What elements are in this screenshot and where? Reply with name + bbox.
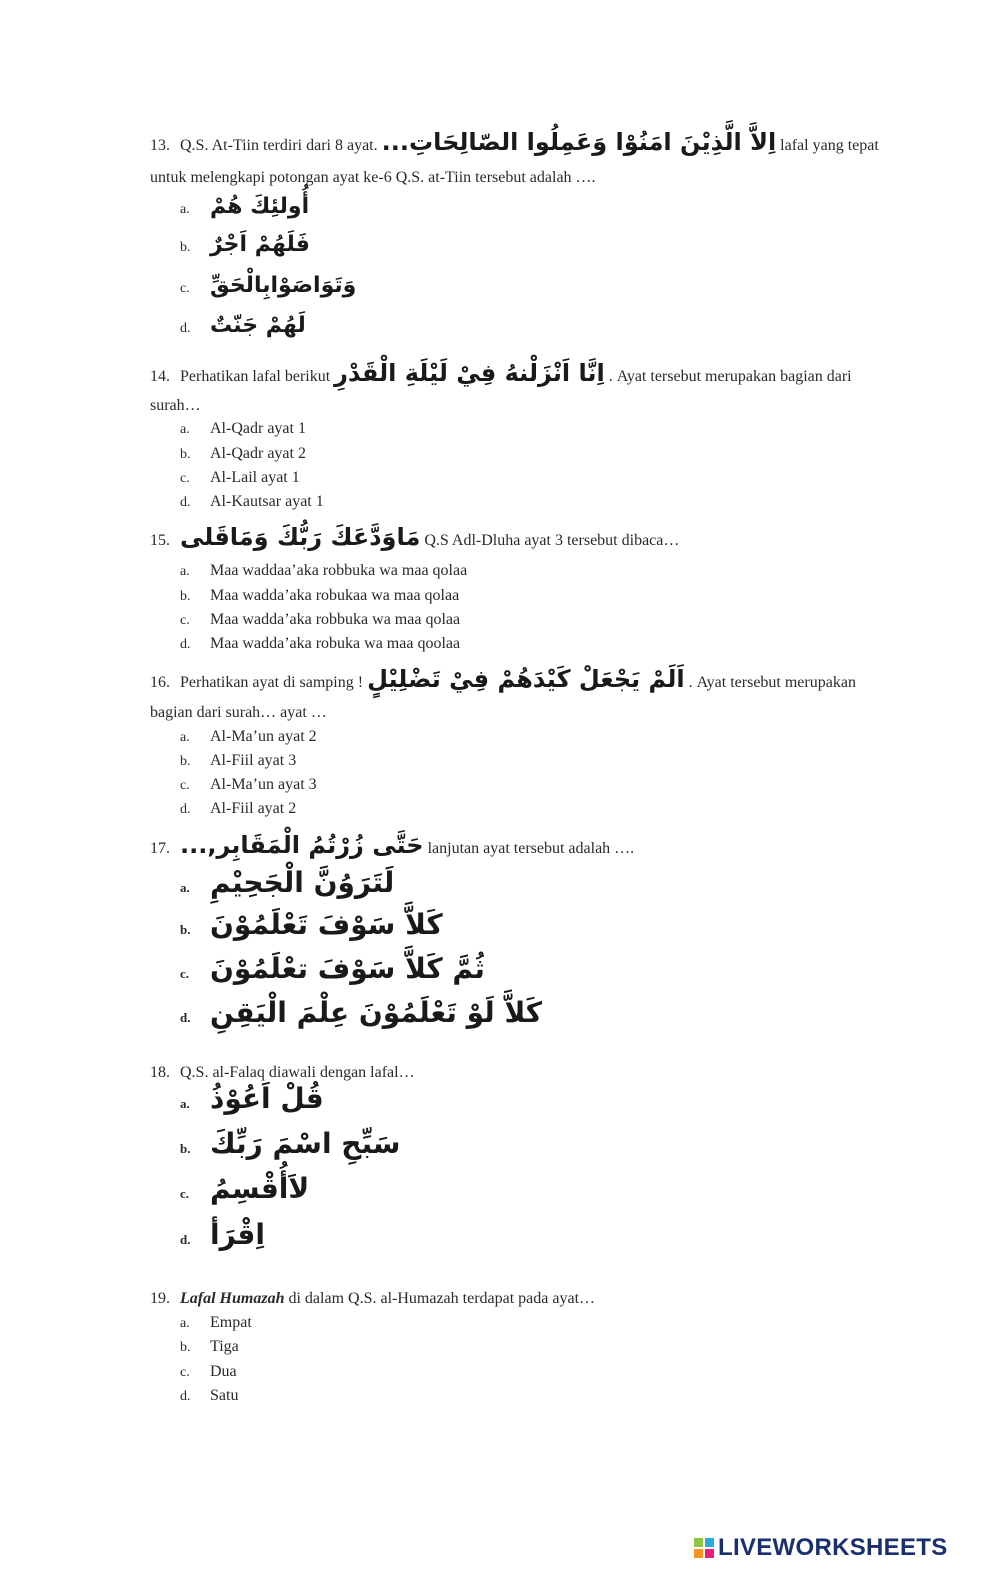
option-18-d[interactable]: d. اِقْرَأ <box>180 1218 265 1251</box>
option-17-a[interactable]: a. لَتَرَوُنَّ الْجَحِيْمِ <box>180 866 395 899</box>
question-text: Perhatikan ayat di samping ! <box>180 674 368 691</box>
option-15-c[interactable]: c. Maa wadda’aka robbuka wa maa qolaa <box>180 611 461 628</box>
option-13-b[interactable]: b. فَلَهُمْ اَجْرٌ <box>180 232 310 257</box>
option-17-c[interactable]: c. ثُمَّ كَلاَّ سَوْفَ تعْلَمُوْنَ <box>180 952 485 985</box>
option-16-b[interactable]: b. Al-Fiil ayat 3 <box>180 752 297 769</box>
question-number: 18. <box>150 1064 170 1081</box>
option-19-c[interactable]: c. Dua <box>180 1363 237 1380</box>
question-text-tail: lafal yang tepat <box>776 137 879 154</box>
arabic-verse: حَتَّى زُرْتُمُ الْمَقَابِر,... <box>180 831 424 859</box>
option-16-d[interactable]: d. Al-Fiil ayat 2 <box>180 800 297 817</box>
question-16 <box>150 665 920 694</box>
option-18-c[interactable]: c. لاَأُقْسِمُ <box>180 1172 310 1205</box>
question-17 <box>150 831 920 860</box>
question-13-line-2: untuk melengkapi potongan ayat ke-6 Q.S. at-Tiin tersebut adalah …. <box>150 169 596 186</box>
question-16-line-2: bagian dari surah… ayat … <box>150 704 327 721</box>
question-text-tail: Q.S Adl-Dluha ayat 3 tersebut dibaca… <box>420 532 680 549</box>
option-15-a[interactable]: a. Maa waddaa’aka robbuka wa maa qolaa <box>180 562 468 579</box>
arabic-verse: مَاوَدَّعَكَ رَبُّكَ وَمَاقَلى <box>180 523 421 551</box>
question-text-tail: lanjutan ayat tersebut adalah …. <box>423 840 635 857</box>
brand-name: LIVEWORKSHEETS <box>718 1534 948 1561</box>
question-emphasis: Lafal Humazah <box>180 1290 285 1307</box>
question-number: 19. <box>150 1290 170 1307</box>
option-14-b[interactable]: b. Al-Qadr ayat 2 <box>180 445 306 462</box>
option-19-a[interactable]: a. Empat <box>180 1314 252 1331</box>
option-15-b[interactable]: b. Maa wadda’aka robukaa wa maa qolaa <box>180 587 460 604</box>
arabic-verse: اَلَمْ يَجْعَلْ كَيْدَهُمْ فِيْ تَضْلِيْلٍ <box>367 665 685 693</box>
question-text: Perhatikan lafal berikut <box>180 368 335 385</box>
question-number: 16. <box>150 674 170 691</box>
option-14-c[interactable]: c. Al-Lail ayat 1 <box>180 469 300 486</box>
question-number: 13. <box>150 137 170 154</box>
option-19-b[interactable]: b. Tiga <box>180 1338 239 1355</box>
option-18-a[interactable]: a. قُلْ اَعُوْذُ <box>180 1082 324 1115</box>
question-text: di dalam Q.S. al-Humazah terdapat pada ayat… <box>284 1290 596 1307</box>
arabic-verse: اِنَّا اَنْزَلْنهُ فِيْ لَيْلَةِ الْقَدْرِ <box>334 359 605 387</box>
question-15 <box>150 523 920 552</box>
option-18-b[interactable]: b. سَبِّحِ اسْمَ رَبِّكَ <box>180 1127 401 1160</box>
question-18 <box>150 1062 920 1084</box>
arabic-verse: اِلاَّ الَّذِيْنَ امَنُوْا وَعَمِلُوا الصّالِحَاتِ... <box>381 128 777 156</box>
option-13-c[interactable]: c. وَتَوَاصَوْابِالْحَقِّ <box>180 273 357 298</box>
question-19 <box>150 1288 920 1310</box>
option-13-a[interactable]: a. أُولئِكَ هُمْ <box>180 194 310 219</box>
question-number: 17. <box>150 840 170 857</box>
question-14-line-2: surah… <box>150 397 201 414</box>
option-17-b[interactable]: b. كَلاَّ سَوْفَ تَعْلَمُوْنَ <box>180 908 443 941</box>
option-14-d[interactable]: d. Al-Kautsar ayat 1 <box>180 493 324 510</box>
question-14 <box>150 359 920 388</box>
option-14-a[interactable]: a. Al-Qadr ayat 1 <box>180 420 306 437</box>
option-13-d[interactable]: d. لَهُمْ جَنّتٌ <box>180 313 306 338</box>
question-text: Q.S. al-Falaq diawali dengan lafal… <box>180 1064 415 1081</box>
liveworksheets-logo-icon <box>694 1538 714 1558</box>
option-16-a[interactable]: a. Al-Ma’un ayat 2 <box>180 728 317 745</box>
option-15-d[interactable]: d. Maa wadda’aka robuka wa maa qoolaa <box>180 635 461 652</box>
liveworksheets-logo[interactable] <box>694 1535 948 1561</box>
option-16-c[interactable]: c. Al-Ma’un ayat 3 <box>180 776 317 793</box>
question-number: 14. <box>150 368 170 385</box>
question-text: Q.S. At-Tiin terdiri dari 8 ayat. <box>180 137 382 154</box>
option-17-d[interactable]: d. كَلاَّ لَوْ تَعْلَمُوْنَ عِلْمَ الْيَقِنِ <box>180 996 542 1029</box>
question-number: 15. <box>150 532 170 549</box>
question-text-tail: . Ayat tersebut merupakan bagian dari <box>604 368 852 385</box>
question-text-tail: . Ayat tersebut merupakan <box>684 674 856 691</box>
question-13 <box>150 128 920 157</box>
option-19-d[interactable]: d. Satu <box>180 1387 239 1404</box>
